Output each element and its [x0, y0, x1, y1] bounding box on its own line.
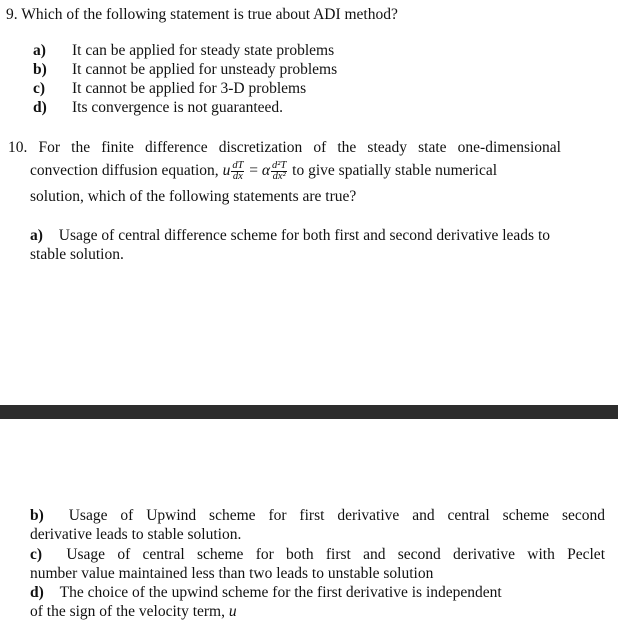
option-text: The choice of the upwind scheme for the first derivative is independent	[59, 584, 502, 601]
equation-rhs-fraction	[271, 161, 287, 182]
rhs-numerator: d²T	[272, 159, 287, 171]
q9-question: 9. Which of the following statement is true about ADI method?	[6, 6, 398, 23]
q10-question-line3: solution, which of the following statements are true?	[30, 188, 357, 205]
option-text: of the sign of the velocity term,	[30, 603, 225, 620]
option-text: It cannot be applied for unsteady problems	[72, 61, 338, 78]
q10-option-c-line2: number value maintained less than two leads to unstable solution	[30, 565, 434, 582]
equation-equals: =	[249, 162, 259, 179]
q10-option-d-line2	[30, 603, 237, 621]
q10-option-b-line1	[30, 507, 605, 525]
equation-u: u	[222, 162, 231, 179]
option-letter: b)	[30, 507, 44, 524]
q10-option-c-line1	[30, 546, 605, 564]
option-letter: c)	[30, 546, 43, 563]
q10-question-line2	[30, 158, 497, 184]
equation-lhs-fraction	[231, 161, 244, 182]
lhs-numerator: dT	[232, 159, 244, 171]
option-text: Its convergence is not guaranteed.	[72, 99, 284, 116]
q10-option-a-line2: stable solution.	[30, 246, 124, 263]
option-letter: a)	[33, 42, 46, 59]
lhs-denominator: dx	[232, 170, 243, 182]
option-letter: d)	[30, 584, 44, 601]
velocity-variable: u	[228, 603, 237, 620]
option-text: It can be applied for steady state problems	[72, 42, 335, 59]
option-letter: a)	[30, 227, 43, 244]
q10-line2-end: to give spatially stable numerical	[292, 162, 498, 179]
q10-option-d-line1	[30, 584, 502, 602]
option-letter: b)	[33, 61, 47, 78]
q10-option-b-line2: derivative leads to stable solution.	[30, 526, 242, 543]
section-divider	[0, 405, 618, 419]
q10-option-a-line1	[30, 227, 550, 245]
rhs-denominator: dx²	[272, 170, 286, 182]
option-text: Usage of central difference scheme for both first and second derivative leads to	[58, 227, 551, 244]
q10-line2-start: convection diffusion equation,	[30, 162, 219, 179]
option-text: It cannot be applied for 3-D problems	[72, 80, 307, 97]
q10-question-line1: 10. For the finite difference discretization of the steady state one-dimensional	[8, 139, 561, 156]
option-text: Usage of central scheme for both first and second derivative with Peclet	[66, 546, 605, 563]
option-text: Usage of Upwind scheme for first derivative and central scheme second	[68, 507, 606, 524]
option-letter: d)	[33, 99, 47, 116]
equation-alpha: α	[261, 162, 271, 179]
option-letter: c)	[33, 80, 46, 97]
